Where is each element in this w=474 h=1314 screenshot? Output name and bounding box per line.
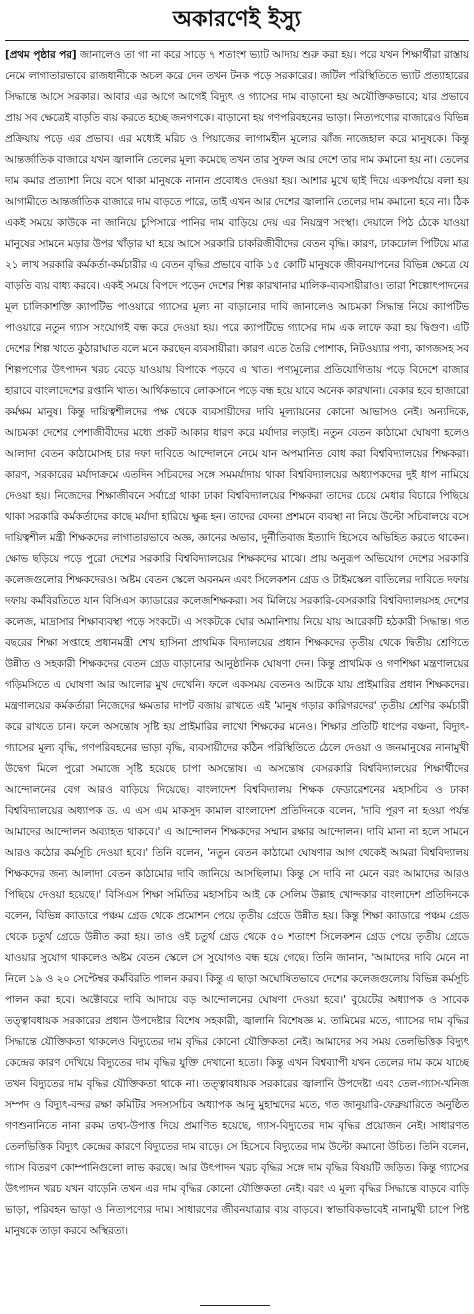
article-body bbox=[5, 45, 469, 1242]
continued-from-label: [প্রথম পৃষ্ঠার পর] bbox=[5, 49, 77, 61]
article-body-text: জানালেও তা গা না করে সাড়ে ৭ শতাংশ ভ্যাট আদায় শুরু করা হয়। পরে যখন শিক্ষার্থীরা রাস্তায় নেমে লাগাতারভাবে রাজধানীকে অচল করে দেন তখন টনক পড়ে সরকারের। জটিল পরিস্থিতিতে ভ্যাট প্রত্যাহারের সিদ্ধান্তে আসে সরকার। আবার এর আগে আগেই বিদ্যুৎ ও গ্যাসের দাম বাড়ানো হয় অযৌক্তিকভাবে; যার প্রভাবে প্রায় সব ক্ষেত্রেই বাড়তি ব্যয় করতে হচ্ছে জনগণকে। বাড়ানো হয় গণপরিবহনের ভাড়া। নিত্যপণ্যের বাজারেও বিভিন্ন প্রক্রিয়ায় পড়ে এর প্রভাব। এর মধ্যেই মরিচ ও পিয়াজের লাগামহীন মূল্যের ঝাঁজ নাজেহাল করে মানুষকে। কিন্তু আন্তর্জাতিক বাজারে যখন জ্বালানি তেলের মূল্য কমেছে তখন তার সুফল আর দেশে তার দাম কমানো হয় না। তেলের দাম কমার প্রত্যাশা নিয়ে বসে থাকা মানুষকে নানান প্রবোধও দেওয়া হয়। আশার মুখে ছাই দিয়ে একপর্যায়ে বলা হয় আগামীতে আন্তর্জাতিক বাজারে দাম বাড়তে পারে, তাই এখন আর দেশের জ্বালানি তেলের দাম কমানো হবে না। ঠিক একই সময়ে কাউকে না জানিয়ে চুপিসারে পানির দাম বাড়িয়ে দেয় এর নিয়ন্ত্রণ সংস্থা। দেয়ালে পিঠ ঠেকে যাওয়া মানুষের সামনে মড়ার উপর খাঁড়ার ঘা হয়ে আসে সরকারি চাকরিজীবীদের বেতন বৃদ্ধি। কারণ, ঢাকঢোল পিটিয়ে মাত্র ২১ লাখ সরকারি কর্মকর্তা-কর্মচারীর এ বেতন বৃদ্ধির প্রভাবে বাকি ১৫ কোটি মানুষকে জীবনযাপনের বিভিন্ন ক্ষেত্রে যে বাড়তি ব্যয় বাধ্য করবে। একই সময়ে বিপদে পড়েন দেশের শিল্প কারখানার মালিক-ব্যবসায়ীরাও। তারা শিল্পোৎপাদনের মূল চালিকাশক্তি ক্যাপটিভ পাওয়ারে গ্যাসের মূল্য না বাড়ানোর দাবি জানালেও আচমকা সিদ্ধান্ত নিয়ে ক্যাপটিভ পাওয়ারে নতুন গ্যাস সংযোগই বন্ধ করে দেওয়া হয়। পরে ক্যাপটিভে গ্যাসের দাম এক লাফে করা হয় দ্বিগুণ। এটি দেশের শিল্প খাতে কুঠারাঘাত বলে মনে করছেন ব্যবসায়ীরা। কারণ এতে তৈরি পোশাক, নিটওয়্যার পণ্য, কাগজসহ সব শিল্পপণ্যের উৎপাদন খরচ বেড়ে যাওয়ায় বিপাকে পড়বে এ খাত। পণ্যমূল্যের প্রতিযোগিতায় পড়ে বিদেশে বাজার হারাবে বাংলাদেশের রপ্তানি খাত। আর্থিকভাবে লোকসানে পড়ে বন্ধ হয়ে যাবে অনেক কারখানা। বেকার হবে হাজারো কর্মক্ষম মানুষ। কিন্তু দায়িত্বশীলদের পক্ষ থেকে ব্যবসায়ীদের দাবি মূল্যায়নের কোনো আভাসও নেই। অন্যদিকে, আচমকা দেশের পেশাজীবীদের মধ্যে প্রকট আকার ধারণ করে মর্যাদার লড়াই। নতুন বেতন কাঠামো ঘোষণা হলেও আলাদা বেতন কাঠামোসহ চার দফা দাবিতে আন্দোলনে নেমে যান অপমানিত বোধ করা বিশ্ববিদ্যালয়ের শিক্ষকরা। কারণ, সরকারের মর্যাদাক্রমে এতদিন সচিবদের সঙ্গে সমমর্যাদায় থাকা বিশ্ববিদ্যালয়ের অধ্যাপকদের দুই ধাপ নামিয়ে দেওয়া হয়। নিজেদের শিক্ষাজীবনে সর্বাগ্রে থাকা ঢাকা বিশ্ববিদ্যালয়ের শিক্ষকরা তাদের চেয়ে মেধার বিচারে পিছিয়ে থাকা সরকারি কর্মকর্তাদের কাছে মর্যাদা হারিয়ে ক্ষুব্ধ হন। তাদের বেদনা প্রশমনে ব্যবস্থা না নিয়ে উল্টো সচিবালয়ে বসে দায়িত্বশীল মন্ত্রী শিক্ষকদের লাগাতারভাবে অজ্ঞ, জ্ঞানের অভাব, দুর্নীতিবাজ ইত্যাদি হিসেবে অভিহিত করতে থাকেন। ক্ষোভ ছড়িয়ে পড়ে পুরো দেশের সরকারি বিশ্ববিদ্যালয়ের শিক্ষকদের মাঝে। প্রায় অনুরূপ অভিযোগ দেশের সরকারি কলেজগুলোর শিক্ষকদেরও। অষ্টম বেতন স্কেলে অবনমন এবং সিলেকশন গ্রেড ও টাইমস্কেল বাতিলের দাবিতে দফায় দফায় কর্মবিরতিতে যান বিসিএস ক্যাডারের কলেজশিক্ষকরা। সব মিলিয়ে সরকারি-বেসরকারি বিশ্ববিদ্যালয়সহ দেশের কলেজ, মাদ্রাসার শিক্ষাব্যবস্থা পড়ে সংকটে। এ সংকটকে ঘোর অমানিশায় নিয়ে যায় আরেকটি হঠকারী সিদ্ধান্ত। গত বছরের শিক্ষা সপ্তাহে প্রধানমন্ত্রী শেখ হাসিনা প্রাথমিক বিদ্যালয়ের প্রধান শিক্ষকদের তৃতীয় থেকে দ্বিতীয় শ্রেণিতে উন্নীত ও সহকারী শিক্ষকদের বেতন গ্রেড বাড়ানোর আনুষ্ঠানিক ঘোষণা দেন। কিন্তু প্রাথমিক ও গণশিক্ষা মন্ত্রণালয়ের গড়িমসিতে এ ঘোষণা আর আলোর মুখ দেখেনি। ফলে একসময় বেতনও আটকে যায় প্রাইমারির প্রধান শিক্ষকদের। মন্ত্রণালয়ের কর্মকর্তারা নিজেদের ক্ষমতার দাপট বজায় রাখতে এই 'মানুষ গড়ার কারিগরদের' তৃতীয় শ্রেণির কর্মচারী করে রাখতে চান। ফলে অসন্তোষ সৃষ্টি হয় প্রাইমারির লাখো শিক্ষকের মনেও। শিক্ষার প্রতিটি ধাপের বঞ্চনা, বিদ্যুৎ-গ্যাসের মূল্য বৃদ্ধি, গণপরিবহনের ভাড়া বৃদ্ধি, ব্যবসায়ীদের কঠিন পরিস্থিতিতে ঠেলে দেওয়া ও জনমানুষের নানামুখী উদ্বেগ মিলে পুরো সমাজে সৃষ্টি হয়েছে চাপা অসন্তোষ। এ অসন্তোষ বেসরকারি বিশ্ববিদ্যালয়ের শিক্ষার্থীদের আন্দোলনের বেগ আরও বাড়িয়ে দিয়েছে। বাংলাদেশ বিশ্ববিদ্যালয় শিক্ষক ফেডারেশনের মহাসচিব ও ঢাকা বিশ্ববিদ্যালয়ের অধ্যাপক ড. এ এস এম মাকসুদ কামাল বাংলাদেশ প্রতিদিনকে বলেন, 'দাবি পূরণ না হওয়া পর্যন্ত আমাদের আন্দোলন অব্যাহত থাকবে।' এ আন্দোলন শিক্ষকদের সম্মান রক্ষার আন্দোলন। দাবি মানা না হলে সামনে আরও কঠোর কর্মসূচি দেওয়া হবে।' তিনি বলেন, 'নতুন বেতন কাঠামো ঘোষণার আগ থেকেই আমরা বিশ্ববিদ্যালয় শিক্ষকদের জন্য আলাদা বেতন কাঠামোর দাবি জানিয়ে আসছিলাম। কিন্তু সে দাবি না মেনে বরং আমাদের আরও পিছিয়ে দেওয়া হয়েছে।' বিসিএস শিক্ষা সমিতির মহাসচিব আই কে সেলিম উল্লাহ খোন্দকার বাংলাদেশ প্রতিদিনকে বলেন, বিভিন্ন ক্যাডারে পঞ্চম গ্রেড থেকে প্রমোশন পেয়ে তৃতীয় গ্রেডে উন্নীত হয়। কিন্তু শিক্ষা ক্যাডারে পঞ্চম গ্রেড থেকে চতুর্থ গ্রেডে উন্নীত করা হয়। তাও ওই চতুর্থ গ্রেড থেকে ৫০ শতাংশ সিলেকশন গ্রেড পেয়ে তৃতীয় গ্রেডে যাওয়ার সুযোগ থাকলেও অষ্টম বেতন স্কেলে সে সুযোগও বন্ধ হয়ে গেছে। তিনি জানান, 'আমাদের দাবি মেনে না নিলে ১৯ ও ২০ সেপ্টেম্বর কর্মবিরতি পালন করব। কিন্তু এ ছাড়া অঘোষিতভাবে দেশের কলেজগুলোয় বিভিন্ন কর্মসূচি পালন করা হবে। অক্টোবরে দাবি আদায়ে বড় আন্দোলনের ঘোষণা দেওয়া হবে।' বুয়েটের অধ্যাপক ও সাবেক তত্ত্বাবধায়ক সরকারের প্রধান উপদেষ্টার বিশেষ সহকারী, জ্বালানি বিশেষজ্ঞ ম. তামিমের মতে, গ্যাসের দাম বৃদ্ধির সিদ্ধান্তে যৌক্তিকতা থাকলেও বিদ্যুতের দাম বৃদ্ধির কোনো যৌক্তিকতা নেই। আমাদের সব সময় তেলভিত্তিক বিদ্যুৎ কেন্দ্রের কারণ দেখিয়ে বিদ্যুতের দাম বৃদ্ধির যুক্তি দেখানো হতো। কিন্তু এখন বিশ্বব্যাপী যখন তেলের দাম কমে যাচ্ছে তখন বিদ্যুতের দাম বৃদ্ধির যৌক্তিকতা থাকে না। তত্ত্বাবধায়ক সরকারের জ্বালানি উপদেষ্টা এবং তেল-গ্যাস-খনিজ সম্পদ ও বিদ্যুৎ-বন্দর রক্ষা কমিটির সদস্যসচিব অধ্যাপক আনু মুহাম্মদের মতে, গত জানুয়ারি-ফেব্রুয়ারিতে অনুষ্ঠিত গণশুনানিতে নানা রকম তথ্য-উপাত্ত দিয়ে প্রমাণিত হয়েছে, গ্যাস-বিদ্যুতের দাম বৃদ্ধির প্রয়োজন নেই। সাধারণত তেলভিত্তিক বিদ্যুৎ কেন্দ্রের কারণে বিদ্যুতের দাম বাড়ে। সে হিসেবে বিদ্যুতের দাম উল্টো কমানো উচিত। তিনি বলেন, গ্যাস বিতরণ কোম্পানিগুলো লাভ করছে। আর উৎপাদন খরচ বৃদ্ধির সঙ্গে দাম বৃদ্ধির বিষয়টি জড়িত। কিন্তু গ্যাসের উৎপাদন খরচ যখন বাড়েনি তখন এর দাম বৃদ্ধির কোনো যৌক্তিকতা নেই। বরং এ মূল্য বৃদ্ধির সিদ্ধান্তে বাড়বে বাড়ি ভাড়া, পরিবহন ভাড়া ও নিত্যপণ্যের দাম। সাধারণের জীবনযাত্রার ব্যয় বাড়বে। স্বাভাবিকভাবেই নানামুখী চাপে পিষ্ট মানুষকে তাড়া করবে অস্থিরতা। bbox=[5, 49, 469, 1237]
article-headline: অকারণেই ইস্যু bbox=[5, 0, 469, 41]
bottom-divider bbox=[200, 1305, 270, 1312]
